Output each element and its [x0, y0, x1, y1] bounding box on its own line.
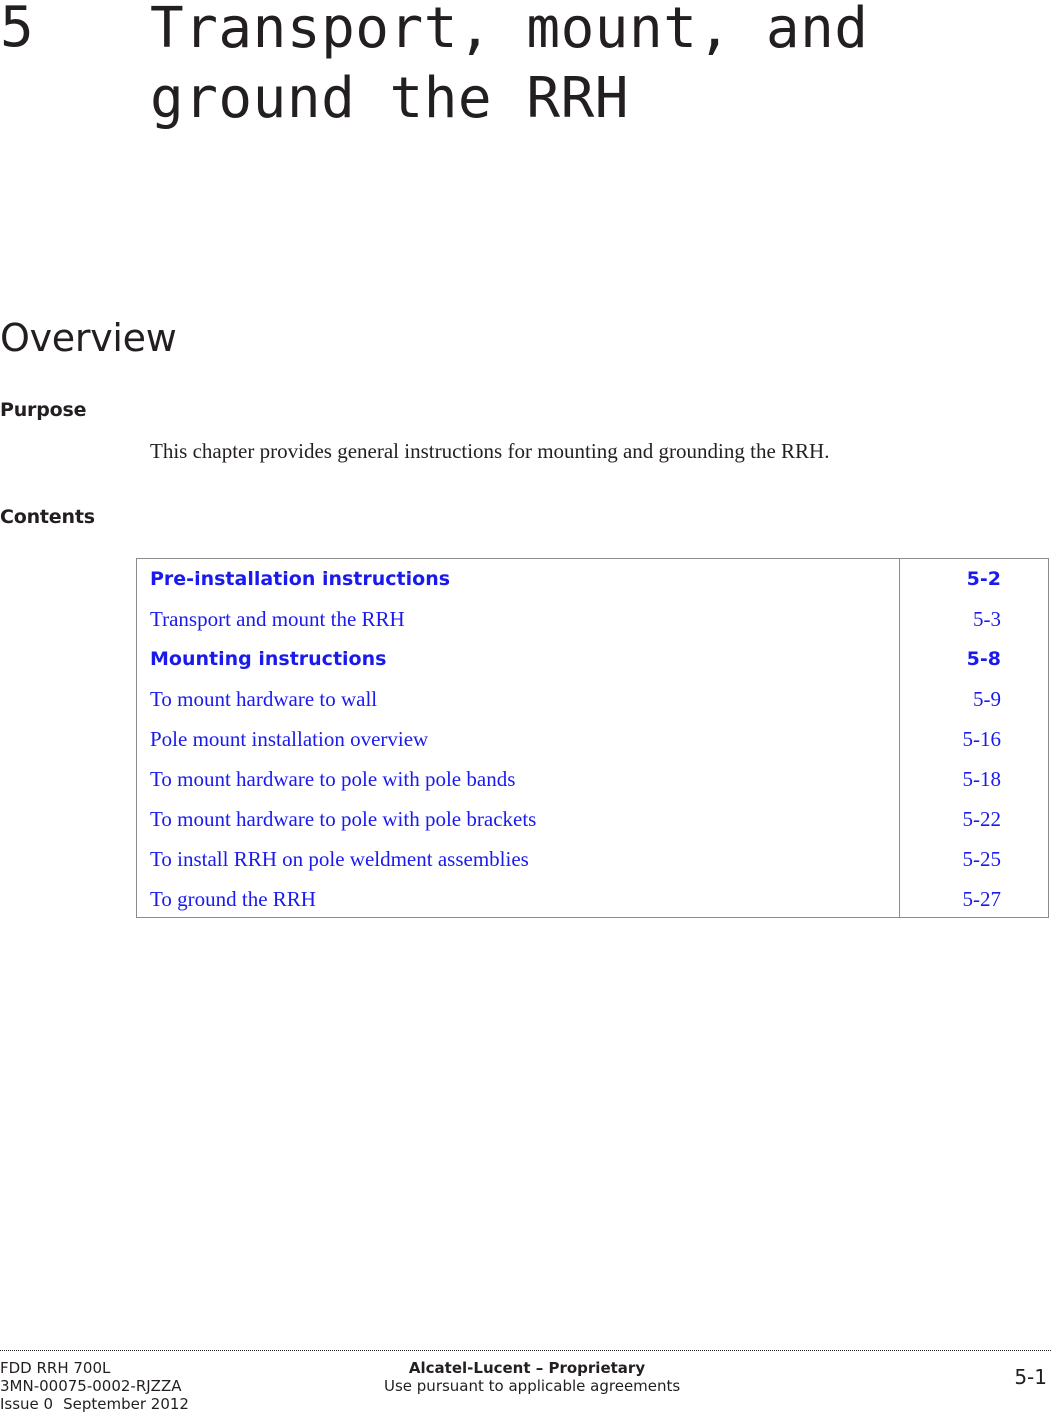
- toc-entry-link[interactable]: Mounting instructions: [150, 648, 387, 670]
- toc-page-link[interactable]: 5-22: [962, 807, 1001, 831]
- footer-notice: Use pursuant to applicable agreements: [384, 1377, 681, 1395]
- toc-entry-link[interactable]: To install RRH on pole weldment assemblies: [150, 847, 529, 871]
- toc-entry-link[interactable]: To mount hardware to wall: [150, 687, 378, 711]
- toc-row[interactable]: [137, 759, 1048, 799]
- toc-entry-link[interactable]: Transport and mount the RRH: [150, 607, 405, 631]
- toc-page-link[interactable]: 5-9: [973, 687, 1001, 711]
- toc-entry-link[interactable]: Pre-installation instructions: [150, 568, 451, 590]
- toc-entry-link[interactable]: To mount hardware to pole with pole bands: [150, 767, 516, 791]
- toc-entry-link[interactable]: Pole mount installation overview: [150, 727, 429, 751]
- toc-page-link[interactable]: 5-8: [966, 648, 1001, 670]
- toc-page-link[interactable]: 5-16: [962, 727, 1001, 751]
- chapter-title: [150, 0, 1030, 134]
- toc-page-link[interactable]: 5-27: [962, 887, 1001, 911]
- toc-page-link[interactable]: 5-2: [966, 568, 1001, 590]
- toc-page-link[interactable]: 5-3: [973, 607, 1001, 631]
- toc-entry-link[interactable]: To ground the RRH: [150, 887, 316, 911]
- toc-row[interactable]: [137, 559, 1048, 599]
- footer-divider: [0, 1350, 1051, 1351]
- purpose-text: This chapter provides general instructions for mounting and grounding the RRH.: [150, 439, 830, 463]
- toc-row[interactable]: [137, 799, 1048, 839]
- footer-issue-line: [0, 1395, 189, 1413]
- chapter-title-line-1: Transport, mount, and: [150, 0, 869, 61]
- contents-heading: Contents: [0, 506, 95, 528]
- toc-row[interactable]: [137, 839, 1048, 879]
- toc-page-link[interactable]: 5-25: [962, 847, 1001, 871]
- footer-doc-number: 3MN-00075-0002-RJZZA: [0, 1377, 182, 1395]
- toc-row[interactable]: [137, 599, 1048, 639]
- toc-row[interactable]: [137, 639, 1048, 679]
- chapter-number: 5: [0, 0, 34, 60]
- overview-heading: Overview: [0, 316, 177, 360]
- footer-proprietary-notice: [384, 1359, 681, 1395]
- footer-document-info: [0, 1359, 189, 1413]
- contents-table: [136, 558, 1049, 918]
- purpose-heading: Purpose: [0, 399, 87, 421]
- toc-page-link[interactable]: 5-18: [962, 767, 1001, 791]
- footer-company: Alcatel-Lucent – Proprietary: [408, 1359, 646, 1377]
- footer-page-number: 5-1: [1014, 1365, 1047, 1389]
- chapter-title-line-2: ground the RRH: [150, 66, 630, 131]
- toc-row[interactable]: [137, 719, 1048, 759]
- toc-row[interactable]: [137, 679, 1048, 719]
- footer-date: September 2012: [63, 1395, 189, 1413]
- footer-issue: Issue 0: [0, 1395, 54, 1413]
- toc-row[interactable]: [137, 879, 1048, 919]
- toc-entry-link[interactable]: To mount hardware to pole with pole brackets: [150, 807, 537, 831]
- footer-product: FDD RRH 700L: [0, 1359, 111, 1377]
